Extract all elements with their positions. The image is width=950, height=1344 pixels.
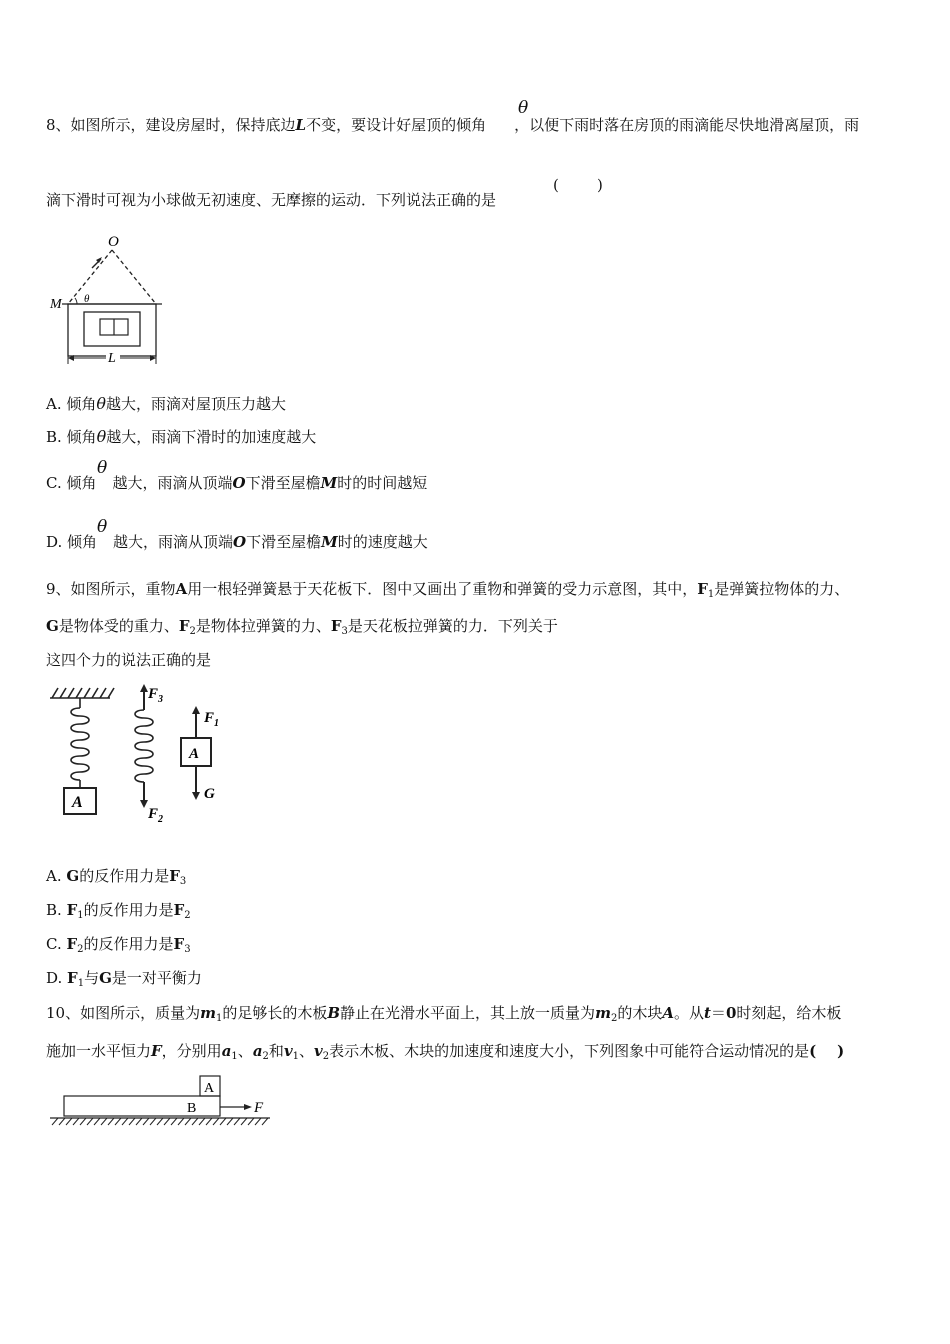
q10-text: 时刻起，给木板: [736, 1004, 842, 1022]
value-zero: 0: [725, 1004, 737, 1022]
q8-text: ，以便下雨时落在房顶的雨滴能尽快地滑离屋顶，雨: [514, 116, 860, 134]
q8-theta: θ: [518, 98, 529, 118]
option-text: 与: [84, 969, 100, 987]
q9-text: 是天花板拉弹簧的力．下列关于: [347, 617, 558, 635]
option-text: 时的速度越大: [337, 533, 428, 551]
var-v1: v: [283, 1042, 293, 1060]
q8-line2: [46, 190, 496, 210]
var: F: [66, 935, 78, 953]
q9-text: 是物体受的重力、: [58, 617, 179, 635]
sub: 1: [77, 978, 85, 989]
q10-text: ，分别用: [161, 1042, 222, 1060]
q9-option-c: [46, 934, 191, 954]
fig-label-A2: A: [189, 746, 200, 762]
option-text: 的反作用力是: [83, 935, 174, 953]
q8-option-d-theta: θ: [97, 517, 108, 537]
q9-text: 用一根轻弹簧悬于天花板下．图中又画出了重物和弹簧的受力示意图，其中，: [187, 580, 698, 598]
q10-text: ＝: [710, 1004, 726, 1022]
q8-var-L: L: [295, 116, 307, 134]
q10-text: 、: [299, 1042, 315, 1060]
sub: 1: [215, 1013, 223, 1024]
option-text: 下滑至屋檐: [245, 474, 321, 492]
var-M: M: [321, 533, 338, 551]
fig-label-A1: A: [72, 794, 83, 811]
sub: 2: [322, 1051, 330, 1062]
fig-label-O: O: [108, 234, 119, 250]
var-t: t: [703, 1004, 711, 1022]
sub: 3: [341, 626, 348, 637]
option-text: 的反作用力是: [83, 901, 174, 919]
q9-line3: [46, 650, 211, 670]
fig-label-theta: θ: [84, 293, 90, 305]
option-text: 越大，雨滴从顶端: [113, 533, 234, 551]
q9-line1: [46, 579, 849, 599]
q10-text: 表示木板、木块的加速度和速度大小，下列图象中可能符合运动情况的是: [329, 1042, 810, 1060]
var: F: [67, 969, 78, 987]
option-label: A. 倾角: [46, 395, 97, 413]
option-label: B.: [46, 901, 67, 919]
q10-text: 静止在光滑水平面上，其上放一质量为: [340, 1004, 596, 1022]
q9-option-b: [46, 900, 191, 920]
ceiling-hatch: [50, 688, 114, 698]
answer-paren: ( ): [809, 1042, 845, 1060]
q10-text: 、: [237, 1042, 253, 1060]
q8-text: 不变，要设计好屋顶的倾角: [306, 116, 487, 134]
var-O: O: [233, 533, 247, 551]
var-F3: F: [330, 617, 342, 635]
var: F: [169, 867, 180, 885]
q9-line2: [46, 616, 558, 636]
var-B: B: [327, 1004, 341, 1022]
fig-label-F1: $F_1$: [204, 710, 220, 729]
var-A: A: [662, 1004, 674, 1022]
var-m1: m: [200, 1004, 216, 1022]
var-G: G: [46, 617, 59, 635]
var-v2: v: [314, 1042, 323, 1060]
q8-line1: [46, 115, 859, 135]
q9-text: 是弹簧拉物体的力、: [714, 580, 850, 598]
sub: 2: [184, 910, 191, 921]
sub: 1: [292, 1051, 300, 1062]
fig-label-M: M: [50, 297, 62, 312]
q9-option-a: [46, 866, 186, 886]
q10-text: 和: [268, 1042, 284, 1060]
q10-board-figure: [46, 1074, 276, 1130]
q10-text: 的足够长的木板: [222, 1004, 328, 1022]
option-label: B. 倾角: [46, 428, 97, 446]
option-text: 越大，雨滴下滑时的加速度越大: [106, 428, 317, 446]
option-text: 下滑至屋檐: [246, 533, 322, 551]
sub: 2: [610, 1013, 618, 1024]
var: G: [66, 867, 80, 885]
fig-label-G: G: [204, 786, 215, 802]
fig-label-F: F: [254, 1100, 264, 1116]
q10-text: 10、如图所示，质量为: [46, 1004, 201, 1022]
option-text: 越大，雨滴对屋顶压力越大: [106, 395, 287, 413]
option-text: 是一对平衡力: [111, 969, 202, 987]
fig-label-F2: $F_2$: [148, 806, 164, 825]
theta-symbol: θ: [96, 427, 107, 446]
var: F: [173, 901, 185, 919]
theta-symbol: θ: [96, 394, 107, 413]
q8-answer-paren: ( ): [553, 176, 603, 194]
var-A: A: [175, 580, 188, 598]
sub: 1: [77, 910, 84, 921]
fig-label-F3: $F_3$: [148, 686, 164, 705]
q9-spring-figure: [44, 680, 244, 835]
var-O: O: [232, 474, 246, 492]
option-text: 越大，雨滴从顶端: [112, 474, 233, 492]
option-text: 的反作用力是: [79, 867, 170, 885]
option-text: 时的时间越短: [337, 474, 428, 492]
q10-line1: [46, 1003, 841, 1023]
fig-label-L: L: [108, 351, 116, 366]
sub: 1: [231, 1051, 238, 1062]
q10-text: 施加一水平恒力: [46, 1042, 152, 1060]
var: F: [173, 935, 185, 953]
var-F: F: [151, 1042, 162, 1060]
var-M: M: [320, 474, 338, 492]
sub: 3: [184, 944, 191, 955]
q8-option-c-theta: θ: [97, 458, 108, 478]
q9-option-d: [46, 968, 202, 988]
q8-text: 8、如图所示，建设房屋时，保持底边: [46, 116, 296, 134]
var-a2: a: [252, 1042, 263, 1060]
sub: 2: [77, 944, 84, 955]
var-a1: a: [221, 1042, 232, 1060]
var-F1: F: [697, 580, 708, 598]
q10-text: 。从: [673, 1004, 704, 1022]
option-label: D.: [46, 969, 68, 987]
q10-line2: [46, 1041, 844, 1061]
q9-text: 这四个力的说法正确的是: [46, 651, 212, 669]
option-label: D. 倾角: [46, 533, 98, 551]
q9-text: 是物体拉弹簧的力、: [195, 617, 331, 635]
sub: 1: [707, 589, 715, 600]
q8-text: 滴下滑时可视为小球做无初速度、无摩擦的运动．下列说法正确的是: [46, 191, 497, 209]
option-label: C.: [46, 935, 67, 953]
sub: 3: [179, 876, 187, 887]
q8-house-figure: [44, 228, 174, 368]
ground-hatch: [52, 1118, 268, 1125]
sub: 2: [262, 1051, 269, 1062]
option-label: C. 倾角: [46, 474, 97, 492]
q10-text: 的木块: [617, 1004, 663, 1022]
sub: 2: [189, 626, 196, 637]
option-label: A.: [46, 867, 67, 885]
var-F2: F: [178, 617, 190, 635]
var: F: [66, 901, 78, 919]
q9-text: 9、如图所示，重物: [46, 580, 176, 598]
q8-option-a: [46, 394, 286, 414]
fig-label-A: A: [204, 1081, 215, 1096]
var-m2: m: [595, 1004, 611, 1022]
q8-option-b: [46, 427, 316, 447]
fig-label-B: B: [187, 1101, 197, 1116]
var: G: [99, 969, 112, 987]
